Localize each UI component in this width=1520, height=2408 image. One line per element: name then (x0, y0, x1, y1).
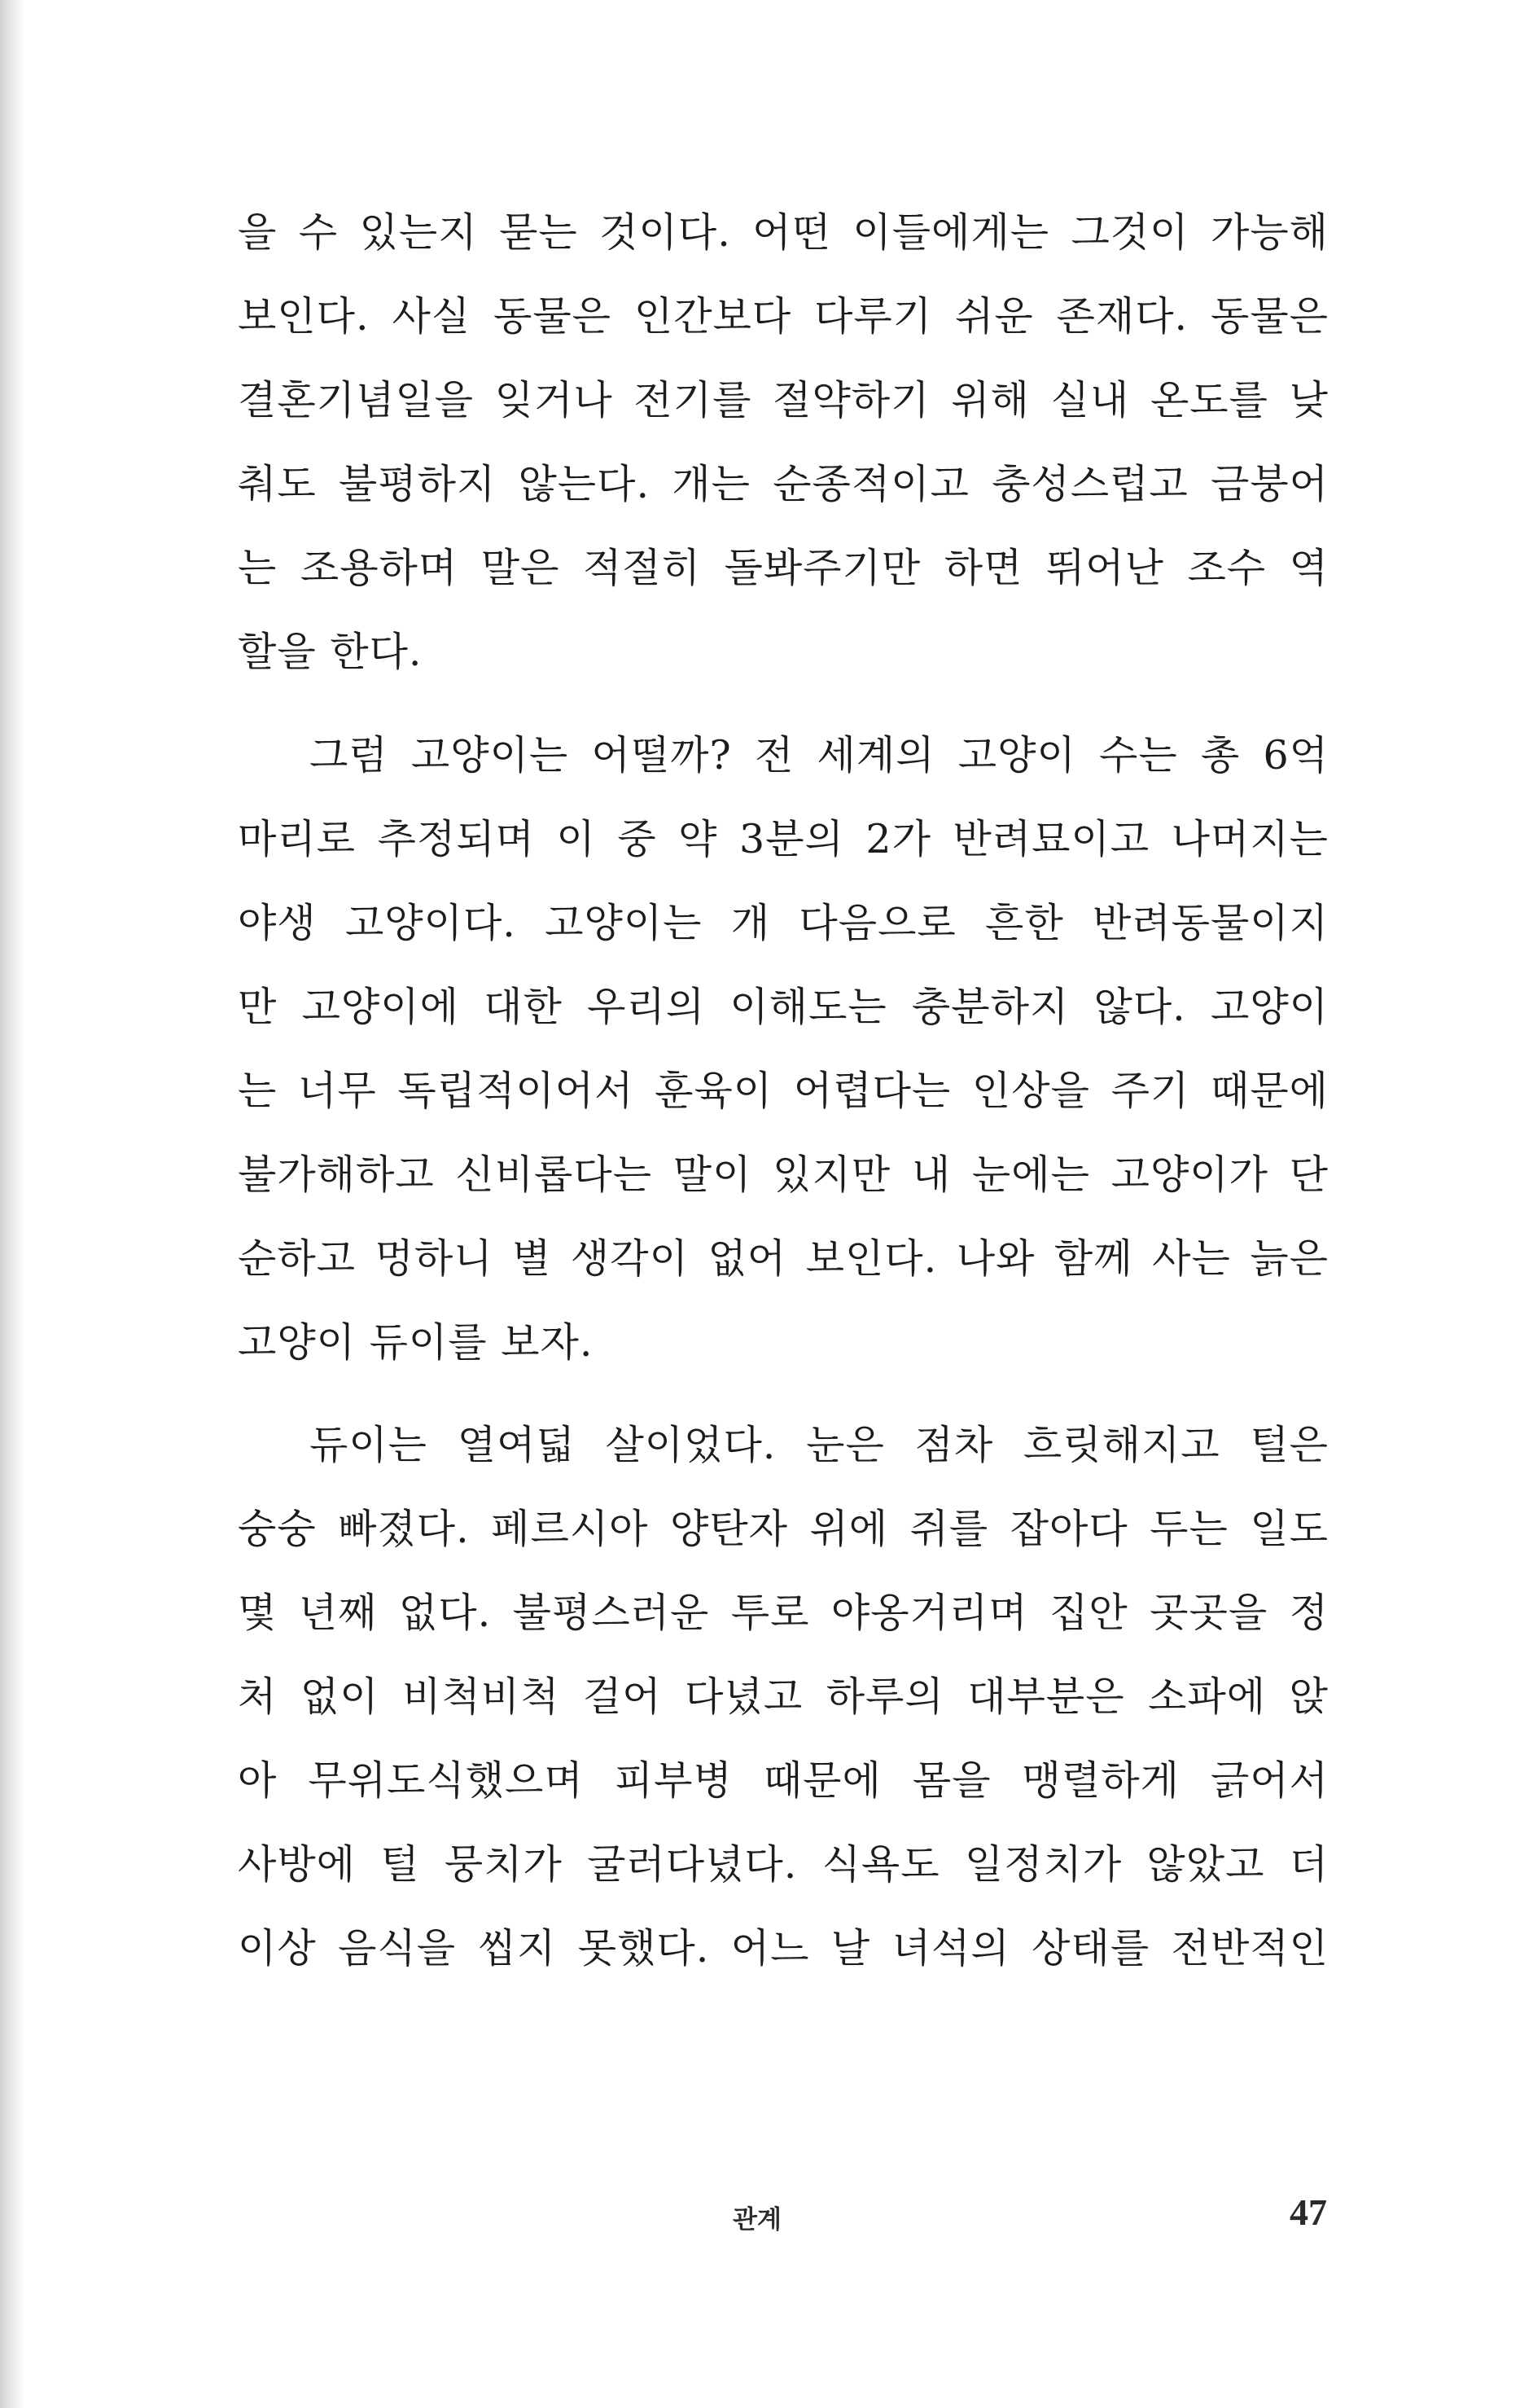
running-footer-title: 관계 (733, 2205, 782, 2235)
text-line: 는 조용하며 말은 적절히 돌봐주기만 하면 뛰어난 조수 역 (238, 545, 1329, 591)
text-line: 이상 음식을 씹지 못했다. 어느 날 녀석의 상태를 전반적인 (238, 1925, 1329, 1972)
text-line: 결혼기념일을 잊거나 전기를 절약하기 위해 실내 온도를 낮 (238, 377, 1329, 423)
text-line: 그럼 고양이는 어떨까? 전 세계의 고양이 수는 총 6억 (309, 732, 1329, 779)
page-number: 47 (1290, 2191, 1327, 2233)
text-line: 불가해하고 신비롭다는 말이 있지만 내 눈에는 고양이가 단 (238, 1151, 1329, 1198)
text-line: 숭숭 빠졌다. 페르시아 양탄자 위에 쥐를 잡아다 두는 일도 (238, 1506, 1329, 1552)
text-line: 사방에 털 뭉치가 굴러다녔다. 식욕도 일정치가 않았고 더 (238, 1841, 1329, 1888)
text-line: 할을 한다. (238, 629, 423, 675)
text-line: 순하고 멍하니 별 생각이 없어 보인다. 나와 함께 사는 늙은 (238, 1235, 1329, 1282)
text-line: 처 없이 비척비척 걸어 다녔고 하루의 대부분은 소파에 앉 (238, 1673, 1329, 1720)
text-line: 고양이 듀이를 보자. (238, 1319, 594, 1366)
text-line: 몇 년째 없다. 불평스러운 투로 야옹거리며 집안 곳곳을 정 (238, 1590, 1329, 1636)
text-line: 야생 고양이다. 고양이는 개 다음으로 흔한 반려동물이지 (238, 900, 1329, 946)
text-line: 보인다. 사실 동물은 인간보다 다루기 쉬운 존재다. 동물은 (238, 293, 1329, 340)
text-line: 마리로 추정되며 이 중 약 3분의 2가 반려묘이고 나머지는 (238, 816, 1329, 862)
text-line: 만 고양이에 대한 우리의 이해도는 충분하지 않다. 고양이 (238, 984, 1329, 1030)
text-line: 을 수 있는지 묻는 것이다. 어떤 이들에게는 그것이 가능해 (238, 209, 1329, 256)
text-line: 아 무위도식했으며 피부병 때문에 몸을 맹렬하게 긁어서 (238, 1757, 1329, 1804)
text-line: 듀이는 열여덟 살이었다. 눈은 점차 흐릿해지고 털은 (309, 1422, 1329, 1468)
text-line: 춰도 불평하지 않는다. 개는 순종적이고 충성스럽고 금붕어 (238, 461, 1329, 507)
text-line: 는 너무 독립적이어서 훈육이 어렵다는 인상을 주기 때문에 (238, 1068, 1329, 1114)
